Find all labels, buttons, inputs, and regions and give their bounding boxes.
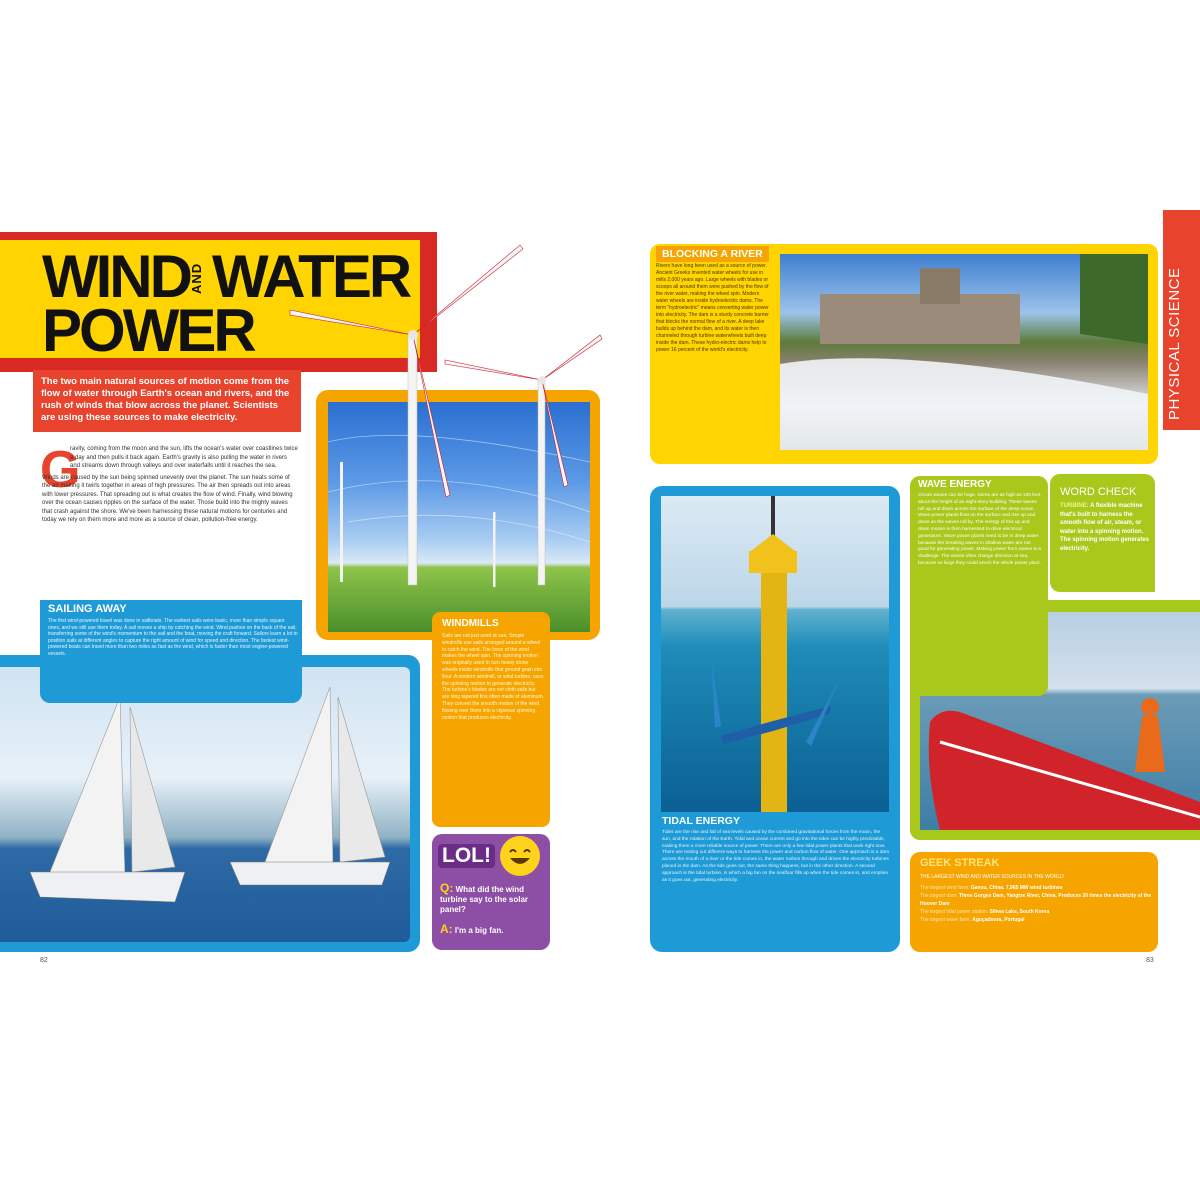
smile-face-icon (500, 836, 540, 876)
geek-item-value: Three Gorges Dam, Yangtze River, China. Produces 20 times the electricity of the Hoover Dam (920, 893, 1152, 907)
title-and: AND (189, 262, 204, 294)
windmills-heading: WINDMILLS (442, 618, 499, 629)
geek-item-label: The largest tidal power station: (920, 909, 989, 915)
dam-photo (780, 254, 1148, 450)
title-wind: WIND (42, 243, 190, 310)
drop-cap: G (40, 441, 81, 499)
lol-answer (440, 924, 544, 936)
tidal-energy-text: Tides are the rise and fall of sea levels caused by the combined gravitational forces from the moon, the sun, and the rotation of the Earth. Tidal and ocean current and go into the tides can be highly predictable, making them a more reliable source of power. There are only a few tidal power plants that work right now. There are testing out different ways to harness the power and carbon flow of water. One approach is a dam across the mouth of a river or the tide comes in, the water rushes through and drives the electricity turbines placed in the dam. As the tide goes out, the same thing happens, but in the other direction. A second approach is the tidal turbine, in which a big fan on the seafloor fills up when the tide comes in, and empties as it goes out, generating electricity. (662, 830, 890, 883)
geek-item-value: Sihwa Lake, South Korea (989, 909, 1050, 915)
geek-item-label: The largest wave farm: (920, 917, 971, 923)
lol-answer-text: I'm a big fan. (454, 926, 504, 935)
blocking-river-text: Rivers have long been used as a source of power. Ancient Greeks invented water wheels for use in mills 2,000 years ago. Large wheels with blades or scoops all around them were pushed by the flow of the river water, making the wheel spin. Modern water wheels are inside hydroelectric dams. The term "hydroelectric" means converting water power into electricity. The dam is a sturdy concrete barrier that blocks the normal flow of a river. A deep lake builds up behind the dam, and its water is then channeled through turbine waterwheels built deep inside the dam. These hydro-electric dams help to power 16 percent of the world's electricity. (656, 263, 769, 353)
sailing-text: The first wind-powered travel was done in sailboats. The earliest sails were basic, more than simple square ones, and we still use them today. A sail moves a ship by catching the wind. Wind pushes on the back of the sail, transferring some of the wind's momentum to the sail and the boat, moving the craft forward. Sailors learn a lot to position sails at different angles to capture the right amount of wind for speed and direction. The fastest wind-powered boats can travel more than two miles as fast as the wind, which is faster than most engine-powered vessels. (48, 618, 298, 657)
tidal-turbine-illustration (661, 496, 889, 812)
geek-item (920, 908, 1152, 916)
foreground-turbines (270, 235, 610, 595)
title-water: WATER (211, 243, 410, 310)
lol-question-text: What did the wind turbine say to the solar panel? (440, 885, 529, 914)
lol-label: LOL! (438, 844, 495, 868)
geek-streak-heading: GEEK STREAK (920, 857, 1000, 869)
word-check-term: TURBINE: (1060, 503, 1089, 509)
body-paragraph-2: Winds are caused by the sun being spinned unevenly over the planet. The sun heats some of the air making it twirls together in areas of high pressures. The air then spreads out into areas with lower pressures. That spreading out is what creates the flow of wind. Finally, wind blowing over the ocean causes ripples on the surface of the water. Those build into the mighty waves that crash against the shore. We've been harnessing these natural motions for centuries and today we rely on them more and more as a source of clean, pollution-free energy. (42, 474, 293, 523)
page-number-left: 82 (40, 957, 48, 964)
geek-item (920, 892, 1152, 908)
sailboats-illustration (0, 667, 410, 942)
geek-item-value: Aguçadoura, Portugal (972, 917, 1025, 923)
word-check-definition: A flexible machine that's built to harness the smooth flow of air, steam, or water into a spinning motion. The spinning motion generates electricity. (1060, 503, 1150, 552)
body-paragraph-1: ravity, coming from the moon and the sun, lifts the ocean's water over coastlines twice a day and then pulls it back again. Earth's gravity is also pulling the water in rivers and streams down through valleys and over waterfalls until it reaches the sea. (70, 446, 298, 469)
geek-streak-list (920, 884, 1152, 924)
geek-item-label: The largest wind farm: (920, 885, 970, 891)
geek-streak-subheading: THE LARGEST WIND AND WATER SOURCES IN THE WORLD (920, 874, 1064, 880)
geek-item-value: Gansu, China. 7,965 MW wind turbines (970, 885, 1063, 891)
title-and-wrap (186, 252, 208, 302)
wave-energy-heading: WAVE ENERGY (918, 479, 992, 490)
word-check-heading: WORD CHECK (1060, 486, 1137, 498)
title-line-2: POWER (42, 297, 254, 364)
lol-question (440, 883, 544, 915)
windmills-text: Sails are not just used at sea. Simple windmills use sails arranged around a wheel to catch the wind. The force of the wind makes the wheel spin. The spinning motion was originally used to turn heavy stone wheels inside windmills that ground grain into flour. A modern windmill, or wind turbine, uses the spinning motion to generate electricity. The turbine's blades are not cloth sails but are long tapered fins often made of aluminum. They convert the smooth motion of the wind flowing over them into a vigorous spinning motion that produces electricity. (442, 633, 545, 721)
laughing-emoji-icon (500, 836, 540, 876)
word-check-text (1060, 502, 1152, 553)
geek-item (920, 916, 1152, 924)
wave-energy-text: Ocean waves can be huge. Some are as high as 100 feet, about the height of an eight-story building. These waves roll up and down across the surface of the deep ocean. Wave power plants float on the surface and rise up and down as the waves roll by. The energy of this up and down motion is then harnessed to drive electrical generators. Wave power plants need to be in deep water because the breaking waves in shallow water are not good for generating power. Making power from waves is a challenge. The waves often change direction at sea, because so large they could wreck the whole power plant. (918, 493, 1042, 566)
section-side-tab-label: PHYSICAL SCIENCE (1166, 267, 1183, 420)
blocking-river-heading: BLOCKING A RIVER (656, 246, 769, 262)
page-number-right: 83 (1146, 957, 1154, 964)
tidal-energy-heading: TIDAL ENERGY (662, 815, 740, 827)
sailing-photo (0, 667, 410, 942)
body-text (40, 441, 298, 528)
tidal-turbine-photo (661, 496, 889, 812)
geek-item-label: The largest dam: (920, 893, 958, 899)
geek-item (920, 884, 1152, 892)
intro-text: The two main natural sources of motion come from the flow of water through Earth's ocean and rivers, and the rush of winds that blow across the planet. Scientists are using these sources to make electricity. (33, 370, 301, 432)
answer-mark-label: A: (440, 922, 453, 936)
sailing-heading: SAILING AWAY (48, 603, 127, 615)
question-mark-label: Q: (440, 881, 454, 895)
dam-illustration (780, 254, 1148, 450)
